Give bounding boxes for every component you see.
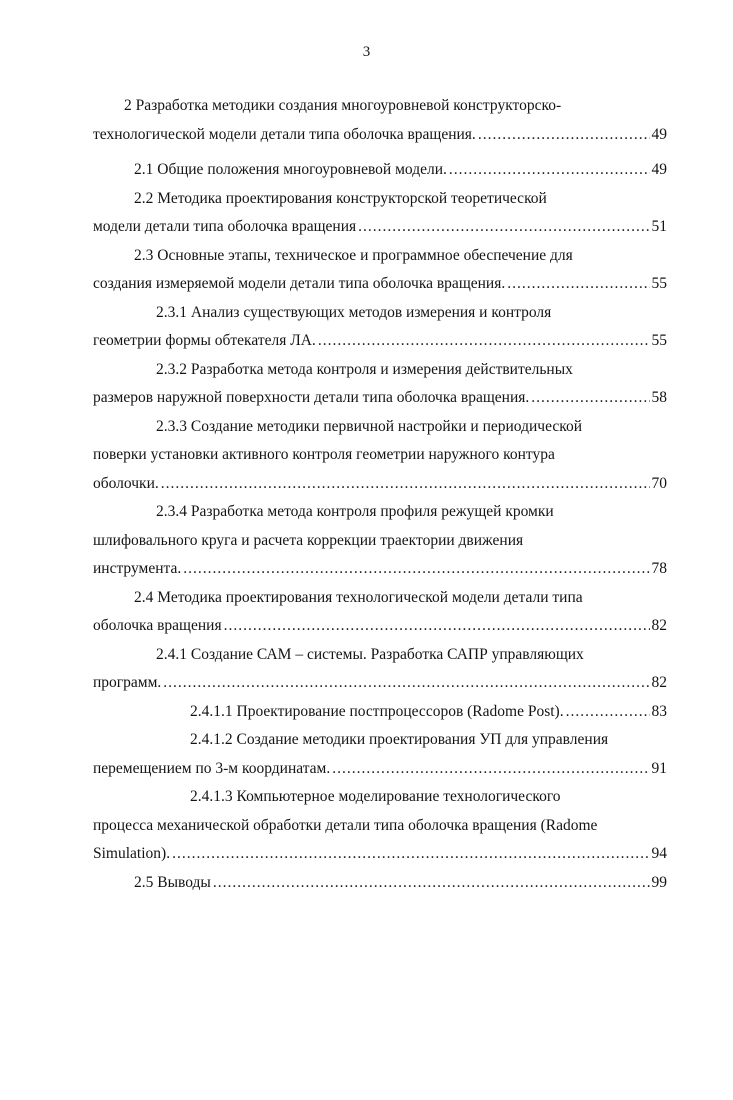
toc-entry-line: шлифовального круга и расчета коррекции траектории движения xyxy=(93,531,524,549)
toc-entry-text: инструмента. xyxy=(93,560,182,577)
dot-leader xyxy=(358,213,649,242)
toc-entry-text: оболочка вращения xyxy=(93,617,222,634)
toc-entry-line: 2.3.1 Анализ существующих методов измерения и контроля xyxy=(156,303,552,321)
dot-leader xyxy=(224,612,650,641)
toc-entry xyxy=(93,299,667,356)
toc-entry-line: поверки установки активного контроля геометрии наружного контура xyxy=(93,446,555,463)
toc-entry-text: геометрии формы обтекателя ЛА. xyxy=(93,332,316,349)
toc-entry-text: оболочки. xyxy=(93,474,159,492)
toc-entry-last-line xyxy=(93,213,667,242)
toc-entry-last-line xyxy=(93,555,667,584)
toc-entry-last-line xyxy=(93,840,667,869)
toc-entry-line: 2.4.1.2 Создание методики проектирования УП для управления xyxy=(190,731,609,748)
toc-entry xyxy=(93,356,667,413)
toc-page-number: 91 xyxy=(651,759,667,777)
toc-entry-text: 2.5 Выводы xyxy=(134,873,211,891)
toc-entry xyxy=(93,185,667,242)
toc-entry-last-line xyxy=(93,669,667,698)
dot-leader xyxy=(449,156,650,185)
toc-entry-text: 2.4.1.1 Проектирование постпроцессоров (Radome Post). xyxy=(190,702,564,720)
toc-page-number: 55 xyxy=(651,275,667,292)
toc-page-number: 55 xyxy=(651,332,667,349)
toc-page-number: 99 xyxy=(651,873,667,891)
dot-leader xyxy=(332,755,649,784)
toc-entry-line: 2 Разработка методики создания многоуровневой конструкторско- xyxy=(124,97,562,114)
toc-page-number: 94 xyxy=(651,845,667,862)
dot-leader xyxy=(163,669,649,698)
dot-leader xyxy=(478,121,650,150)
toc-page-number: 78 xyxy=(651,560,667,577)
toc-entry-last-line xyxy=(93,612,667,641)
toc-entry-line: 2.3 Основные этапы, техническое и программное обеспечение для xyxy=(134,246,573,264)
dot-leader xyxy=(507,270,649,299)
toc-entry-line: 2.3.2 Разработка метода контроля и измерения действительных xyxy=(156,360,573,378)
toc-entry-line: 2.2 Методика проектирования конструкторской теоретической xyxy=(134,189,547,207)
toc-entry-line: 2.4 Методика проектирования технологической модели детали типа xyxy=(134,588,583,606)
toc-entry-text: технологической модели детали типа оболочка вращения. xyxy=(93,125,476,143)
toc-entry xyxy=(93,156,667,185)
toc-page-number: 70 xyxy=(651,474,667,492)
toc-entry xyxy=(93,783,667,869)
toc-entry xyxy=(93,242,667,299)
dot-leader xyxy=(213,869,650,898)
toc-entry xyxy=(93,641,667,698)
toc-entry-text: программ. xyxy=(93,674,162,691)
toc-entry xyxy=(93,726,667,783)
toc-page-number: 49 xyxy=(651,125,667,143)
dot-leader xyxy=(318,327,650,356)
toc-page-number: 49 xyxy=(651,161,667,178)
toc-page-number: 58 xyxy=(651,389,667,406)
toc-entry-last-line xyxy=(93,270,667,299)
toc-entry xyxy=(93,92,667,149)
toc-entry xyxy=(93,413,667,499)
toc-entry-line: процесса механической обработки детали типа оболочка вращения (Radome xyxy=(93,816,598,834)
toc-page-number: 82 xyxy=(651,617,667,634)
toc-entry-text: размеров наружной поверхности детали типа оболочка вращения. xyxy=(93,389,530,406)
toc-entry xyxy=(93,869,667,898)
toc-entry-last-line xyxy=(93,121,667,150)
toc-entry-text: 2.1 Общие положения многоуровневой модели. xyxy=(134,161,447,178)
toc-entry-line: 2.4.1 Создание САМ – системы. Разработка САПР управляющих xyxy=(156,645,584,663)
toc-entry-text: модели детали типа оболочка вращения xyxy=(93,218,357,235)
dot-leader xyxy=(161,470,650,499)
dot-leader xyxy=(172,840,649,869)
toc-entry-last-line xyxy=(93,470,667,499)
toc-entry xyxy=(93,498,667,584)
table-of-contents xyxy=(93,92,667,897)
toc-page-number: 82 xyxy=(651,674,667,691)
toc-entry xyxy=(93,698,667,727)
page-number: 3 xyxy=(362,44,371,60)
dot-leader xyxy=(183,555,649,584)
toc-entry-line: 2.4.1.3 Компьютерное моделирование технологического xyxy=(190,788,561,805)
toc-page-number: 51 xyxy=(651,218,667,235)
toc-page-number: 83 xyxy=(651,702,667,720)
toc-entry-last-line xyxy=(93,869,667,898)
dot-leader xyxy=(531,384,649,413)
dot-leader xyxy=(566,698,650,727)
toc-entry-last-line xyxy=(93,755,667,784)
toc-entry-text: перемещением по 3-м координатам. xyxy=(93,759,331,777)
toc-entry-last-line xyxy=(93,698,667,727)
toc-entry-last-line xyxy=(93,384,667,413)
toc-entry-line: 2.3.3 Создание методики первичной настройки и периодической xyxy=(156,417,583,435)
toc-entry-last-line xyxy=(93,327,667,356)
toc-entry-last-line xyxy=(93,156,667,185)
toc-entry-text: создания измеряемой модели детали типа оболочка вращения. xyxy=(93,275,506,292)
toc-entry-line: 2.3.4 Разработка метода контроля профиля режущей кромки xyxy=(156,503,554,520)
toc-entry xyxy=(93,584,667,641)
toc-entry-text: Simulation). xyxy=(93,845,171,862)
